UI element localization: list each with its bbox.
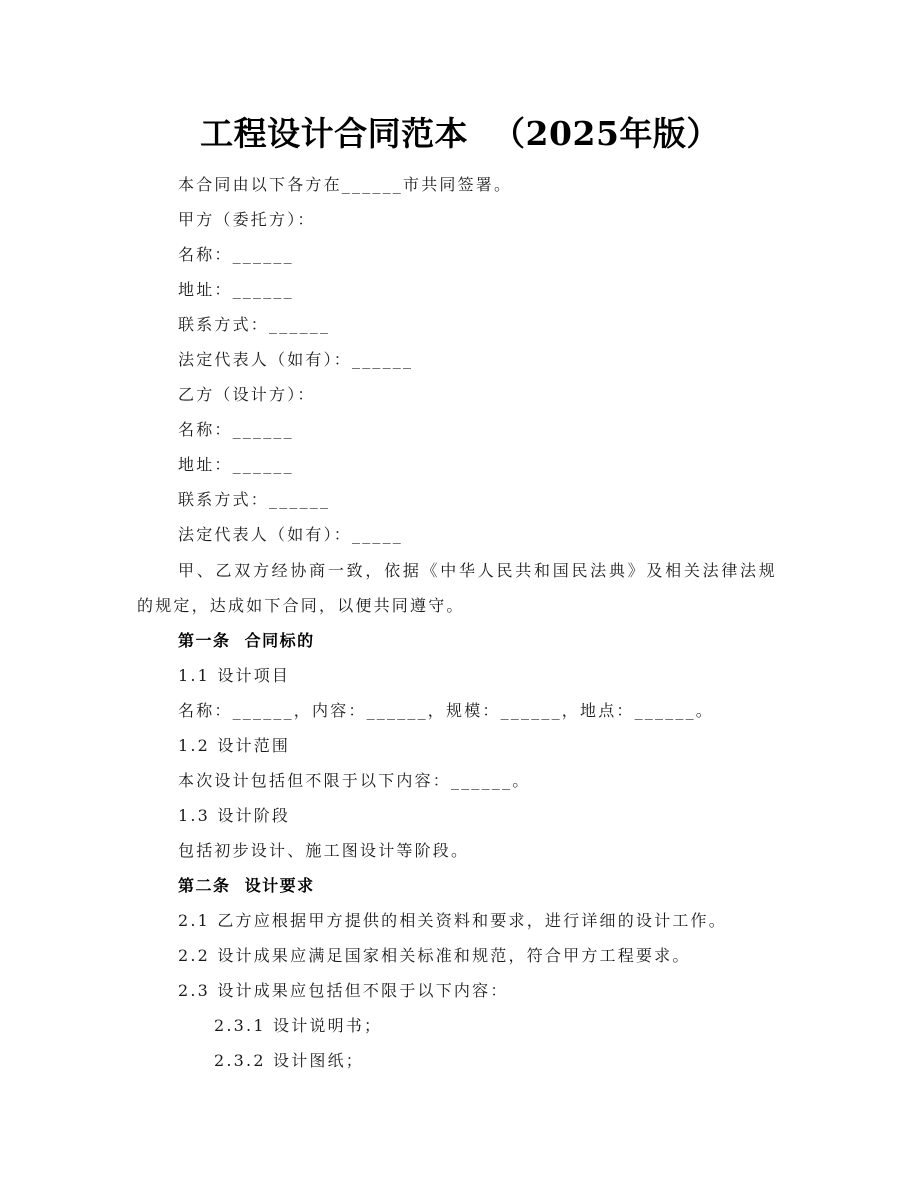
section-1-2-body: 本次设计包括但不限于以下内容：______。 <box>178 771 531 790</box>
intro-line: 本合同由以下各方在______市共同签署。 <box>178 175 513 194</box>
article-2-heading: 第二条 设计要求 <box>178 876 315 895</box>
article-1-heading: 第一条 合同标的 <box>178 631 315 650</box>
section-2-2: 2.2 设计成果应满足国家相关标准和规范，符合甲方工程要求。 <box>178 946 691 965</box>
party-a-name: 名称：______ <box>178 245 294 264</box>
section-2-1: 2.1 乙方应根据甲方提供的相关资料和要求，进行详细的设计工作。 <box>178 911 727 930</box>
section-1-2-title: 1.2 设计范围 <box>178 736 291 755</box>
section-2-3-1: 2.3.1 设计说明书； <box>214 1016 383 1035</box>
section-1-1-body: 名称：______，内容：______，规模：______，地点：______。 <box>178 701 715 720</box>
section-2-3: 2.3 设计成果应包括但不限于以下内容： <box>178 981 509 1000</box>
party-b-address: 地址：______ <box>178 455 294 474</box>
preamble-paragraph: 甲、乙双方经协商一致，依据《中华人民共和国民法典》及相关法律法规的规定，达成如下合同，以便共同遵守。 <box>137 561 777 615</box>
section-1-3-body: 包括初步设计、施工图设计等阶段。 <box>178 841 470 860</box>
party-b-contact: 联系方式：______ <box>178 490 331 509</box>
document-title: 工程设计合同范本 （2025年版） <box>200 114 720 153</box>
party-b-name: 名称：______ <box>178 420 294 439</box>
party-a-contact: 联系方式：______ <box>178 315 331 334</box>
section-1-3-title: 1.3 设计阶段 <box>178 806 291 825</box>
party-a-address: 地址：______ <box>178 280 294 299</box>
section-1-1-title: 1.1 设计项目 <box>178 666 291 685</box>
party-a-legal-rep: 法定代表人（如有）：______ <box>178 350 414 369</box>
party-b-legal-rep: 法定代表人（如有）：_____ <box>178 525 404 544</box>
party-a-heading: 甲方（委托方）： <box>178 210 316 229</box>
party-b-heading: 乙方（设计方）： <box>178 385 316 404</box>
section-2-3-2: 2.3.2 设计图纸； <box>214 1051 364 1070</box>
